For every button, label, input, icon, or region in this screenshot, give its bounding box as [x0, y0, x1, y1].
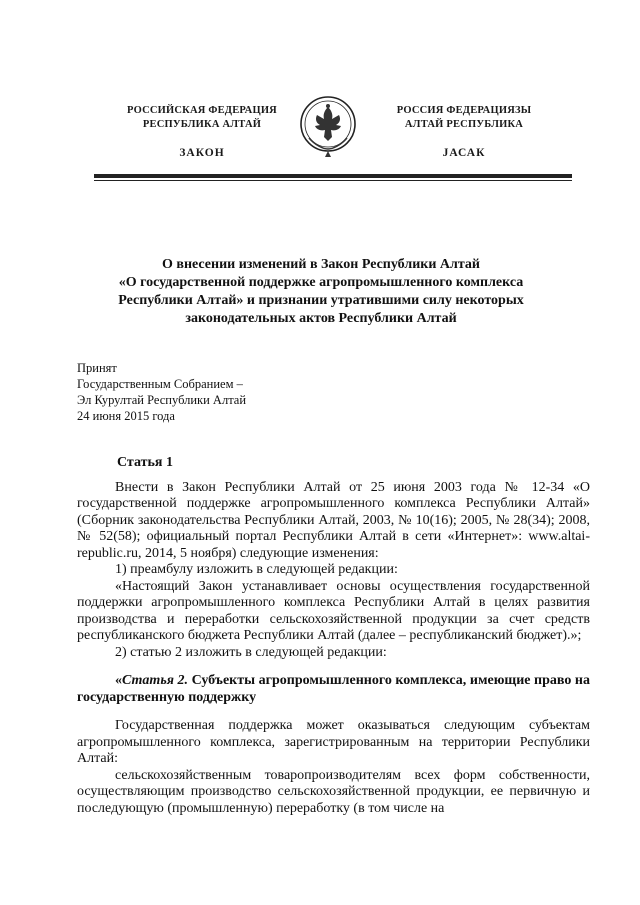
amendment-item-1: 1) преамбулу изложить в следующей редакции: — [115, 562, 398, 577]
header-right-republic: АЛТАЙ РЕСПУБЛИКА — [404, 119, 524, 130]
header-rule-thick — [94, 174, 572, 178]
header-rule-thin — [94, 180, 572, 181]
title-line: О внесении изменений в Закон Республики Алтай — [162, 257, 480, 272]
header-right-country: РОССИЯ ФЕДЕРАЦИЯЗЫ — [396, 105, 532, 116]
adoption-line: Государственным Собранием – — [77, 377, 243, 391]
adoption-date: 24 июня 2015 года — [77, 409, 175, 423]
law-title — [95, 256, 547, 328]
producers-paragraph: сельскохозяйственным товаропроизводителям всех форм собственности, осуществляющим производство сельскохозяйственной продукции, ее первичную и последующую (промышленную) переработку (в том числе на — [77, 767, 590, 816]
article-heading: Статья 1 — [117, 455, 173, 470]
law-body — [77, 455, 590, 817]
adoption-line: Принят — [77, 361, 117, 375]
header-right-law: JАСАК — [442, 147, 486, 159]
title-line: Республики Алтай» и признании утратившими силу некоторых — [118, 293, 524, 308]
header-left — [112, 104, 292, 160]
article-intro: Внести в Закон Республики Алтай от 25 июня 2003 года № 12-34 «О государственной поддержке агропромышленного комплекса Республики Алтай» (Сборник законодательства Республики Алтай, 2003, № 10(16); 2005, № 28(34); 2008, № 52(58); официальный портал Республики Алтай в сети «Интернет»: www.altai-republic.ru, 2014, 5 ноября) следующие изменения: — [77, 479, 590, 561]
header-left-country: РОССИЙСКАЯ ФЕДЕРАЦИЯ — [127, 105, 277, 116]
amendment-item-2: 2) статью 2 изложить в следующей редакции: — [115, 644, 387, 660]
header-left-law: ЗАКОН — [179, 147, 225, 159]
adoption-line: Эл Курултай Республики Алтай — [77, 393, 247, 407]
adoption-info — [77, 360, 246, 424]
preamble-text: «Настоящий Закон устанавливает основы осуществления государственной поддержки агропромышленного комплекса Республики Алтай в целях развития производства и переработки сельскохозяйственной продукции за счет средств республиканского бюджета Республики Алтай (далее – республиканский бюджет).»; — [77, 578, 590, 643]
header-right — [374, 104, 554, 160]
sub-article-title: Субъекты агропромышленного комплекса, имеющие право на государственную поддержку — [77, 673, 591, 705]
support-paragraph: Государственная поддержка может оказываться следующим субъектам агропромышленного комплекса, зарегистрированным на территории Республики Алтай: — [77, 718, 590, 766]
coat-of-arms-icon — [297, 93, 359, 159]
sub-article-heading — [77, 673, 590, 706]
title-line: законодательных актов Республики Алтай — [185, 311, 457, 326]
open-quote: « — [115, 673, 122, 688]
title-line: «О государственной поддержке агропромышленного комплекса — [118, 275, 524, 290]
header-left-republic: РЕСПУБЛИКА АЛТАЙ — [142, 119, 262, 130]
sub-article-label: Статья 2. — [122, 673, 188, 688]
